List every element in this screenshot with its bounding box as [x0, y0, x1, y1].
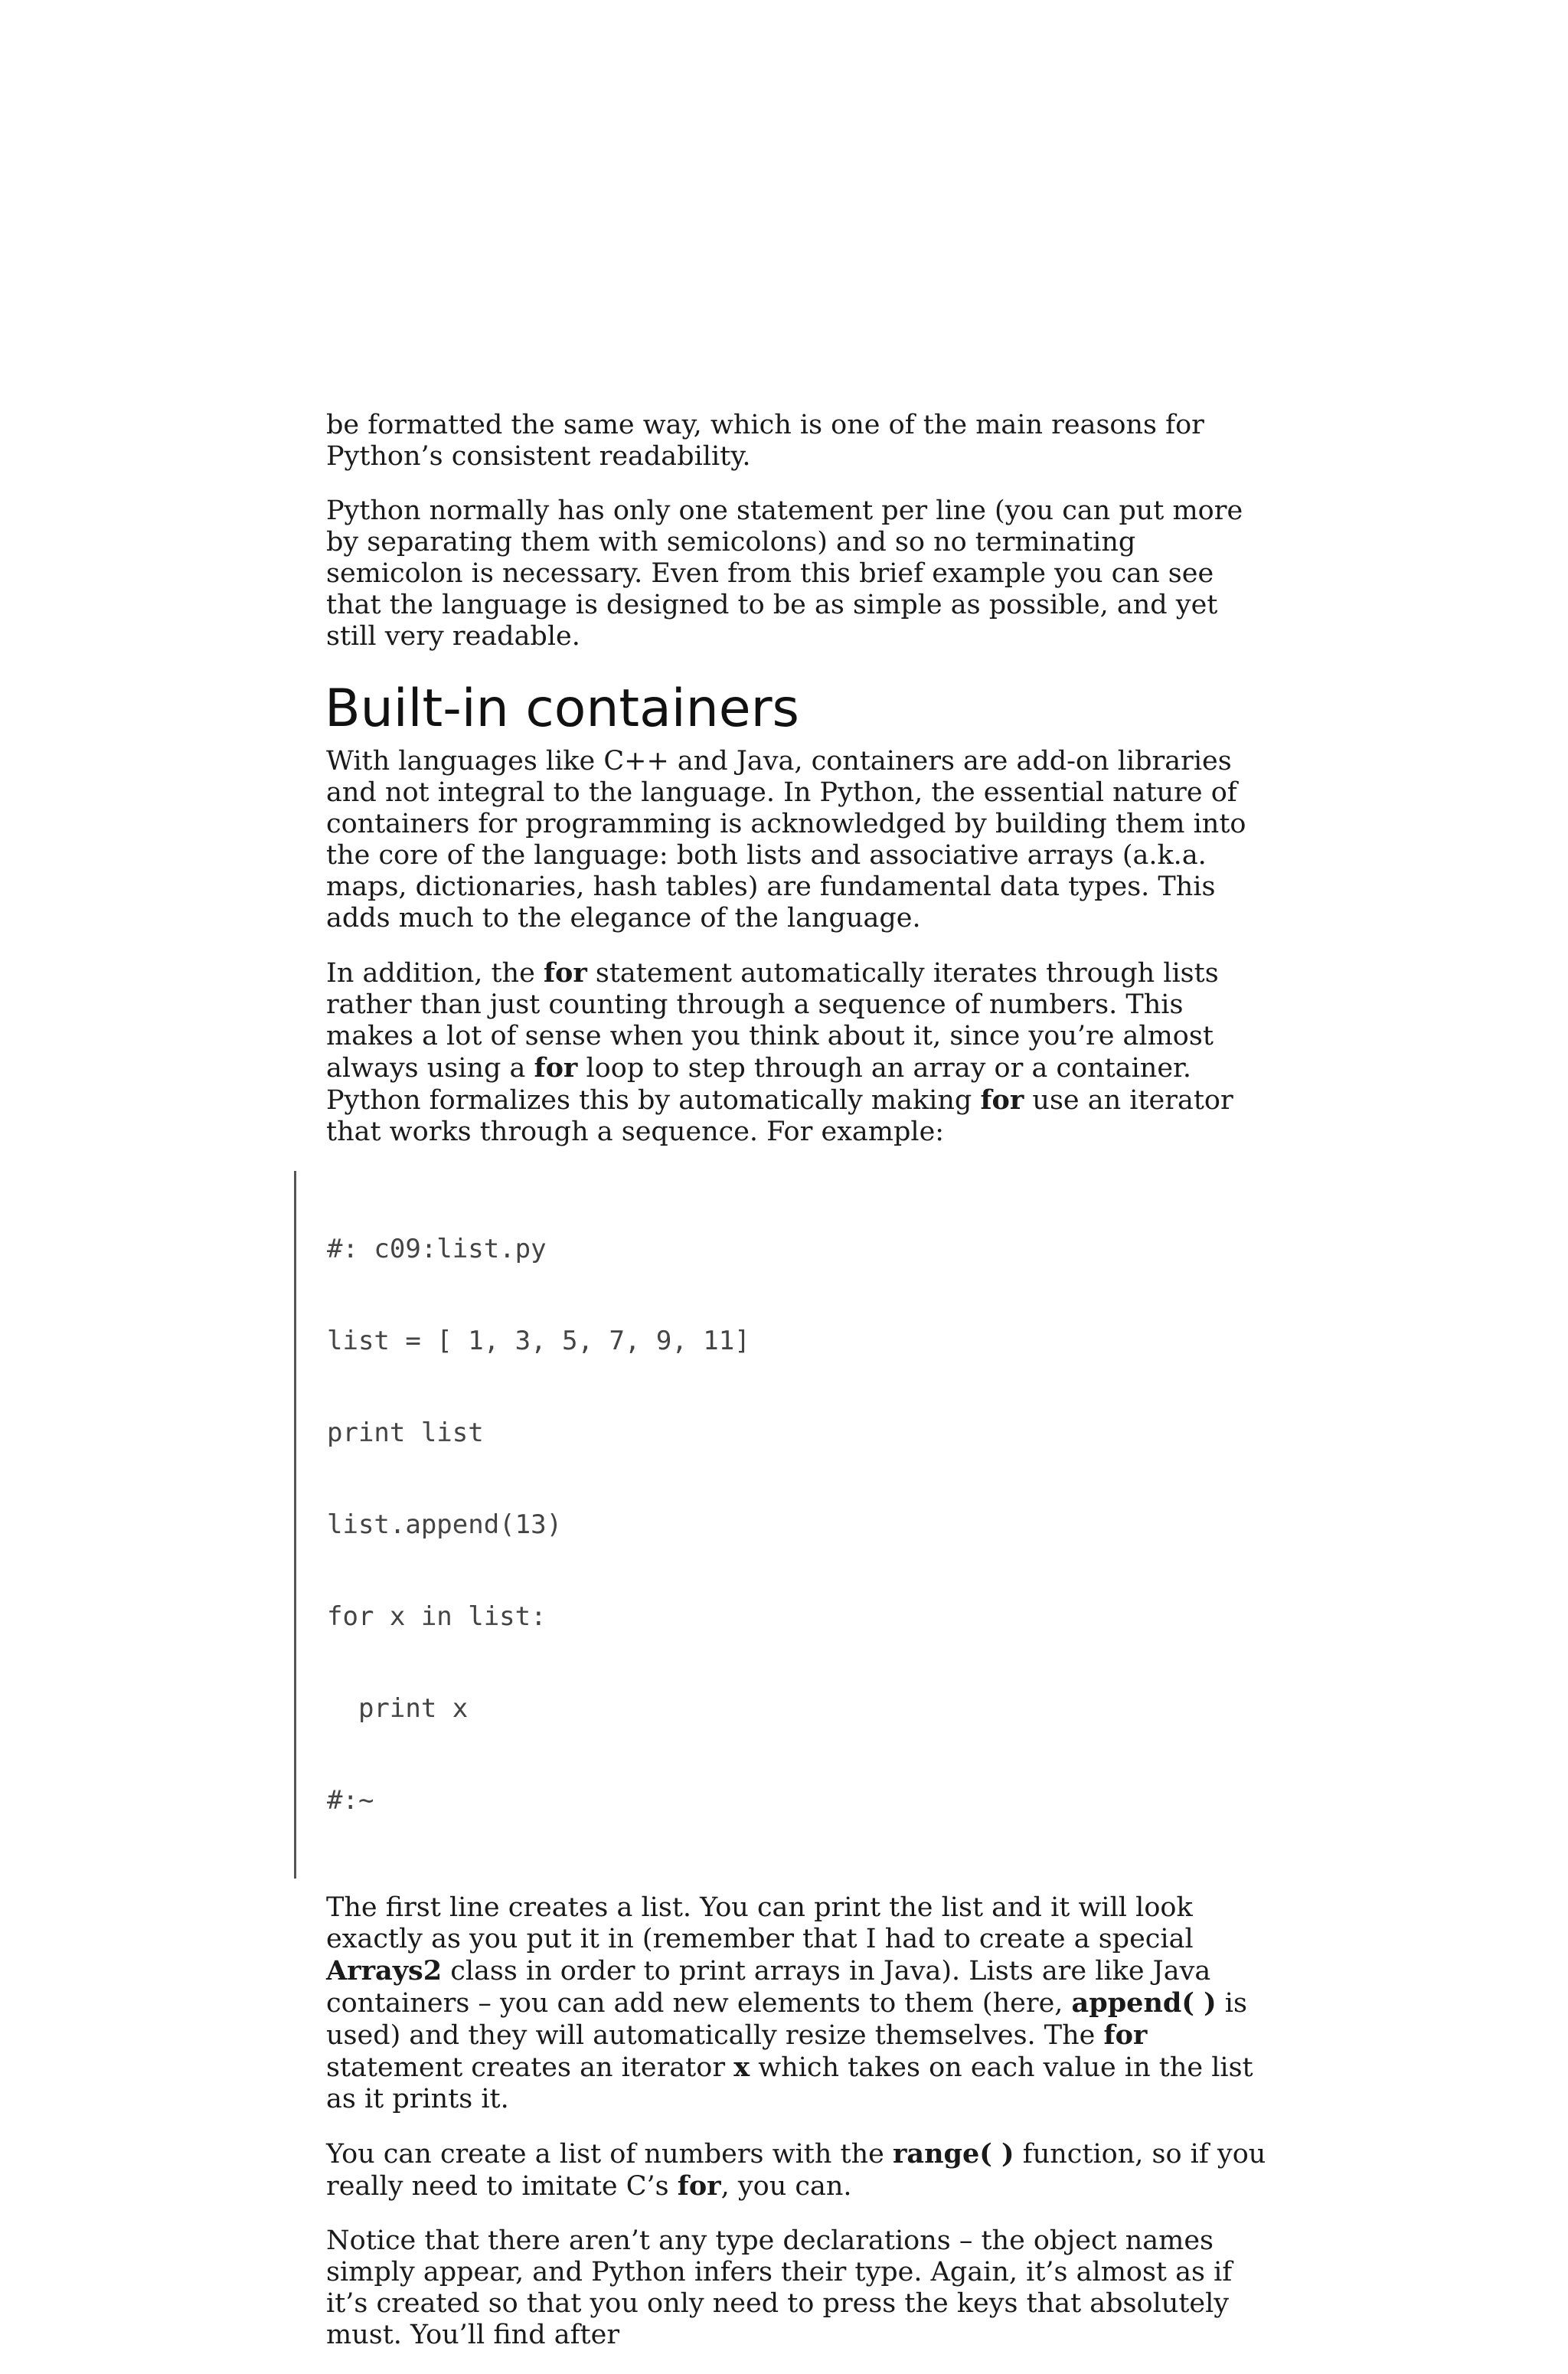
section-heading: Built-in containers	[325, 679, 799, 739]
keyword-x: x	[733, 2052, 750, 2083]
keyword-for: for	[543, 957, 587, 989]
text-span: In addition, the	[326, 958, 544, 989]
text-span: use an iterator that works through a sequence. For example:	[326, 1085, 1233, 1147]
text-span: You can create a list of numbers with the	[326, 2139, 893, 2170]
code-line: list = [ 1, 3, 5, 7, 9, 11]	[327, 1326, 750, 1356]
paragraph-5	[326, 1892, 1268, 2115]
keyword-for: for	[677, 2170, 721, 2202]
code-line: for x in list:	[327, 1601, 547, 1632]
code-line: print list	[327, 1418, 484, 1448]
code-line: #:~	[327, 1785, 374, 1816]
text-span: , you can.	[720, 2171, 852, 2202]
text-span: is used) and they will automatically resize themselves. The	[326, 1988, 1247, 2051]
keyword-range: range( )	[892, 2138, 1014, 2170]
keyword-for: for	[980, 1084, 1024, 1116]
text-span: loop to step through an array or a container. Python formalizes this by automatically making	[326, 1053, 1192, 1116]
keyword-for: for	[1103, 2019, 1148, 2051]
text-span: statement automatically iterates through lists rather than just counting through a sequence of numbers. This makes a lot of sense when you think about it, since you’re almost always using a	[326, 958, 1219, 1084]
text-span: class in order to print arrays in Java). Lists are like Java containers – you can add new elements to them (here,	[326, 1956, 1211, 2019]
paragraph-2: Python normally has only one statement per line (you can put more by separating them with semicolons) and so no terminating semicolon is necessary. Even from this brief example you can see that the language is designed to be as simple as possible, and yet still very readable.	[326, 495, 1243, 652]
paragraph-7: Notice that there aren’t any type declarations – the object names simply appear, and Python infers their type. Again, it’s almost as if it’s created so that you only need to press the keys that absolutely must. You’ll find after	[326, 2225, 1233, 2350]
document-body	[326, 410, 1268, 2374]
code-line: print x	[327, 1693, 469, 1724]
text-span: function, so if you really need to imitate C’s	[326, 2139, 1266, 2202]
code-line: #: c09:list.py	[327, 1234, 547, 1264]
paragraph-4	[326, 957, 1268, 1148]
text-span: statement creates an iterator	[326, 2052, 734, 2083]
text-span: The first line creates a list. You can print the list and it will look exactly as you put it in (remember that I had to create a special	[326, 1892, 1194, 1954]
keyword-for: for	[534, 1052, 578, 1084]
paragraph-3: With languages like C++ and Java, containers are add-on libraries and not integral to the language. In Python, the essential nature of containers for programming is acknowledged by building them into the core of the language: both lists and associative arrays (a.k.a. maps, dictionaries, hash tables) are fundamental data types. This adds much to the elegance of the language.	[326, 746, 1246, 934]
paragraph-6	[326, 2138, 1268, 2202]
paragraph-1: be formatted the same way, which is one of the main reasons for Python’s consistent readability.	[326, 410, 1204, 472]
code-line: list.append(13)	[327, 1509, 563, 1540]
text-span: which takes on each value in the list as it prints it.	[326, 2052, 1253, 2114]
keyword-arrays2: Arrays2	[326, 1955, 443, 1987]
code-listing	[294, 1171, 1268, 1879]
keyword-append: append( )	[1071, 1987, 1217, 2019]
